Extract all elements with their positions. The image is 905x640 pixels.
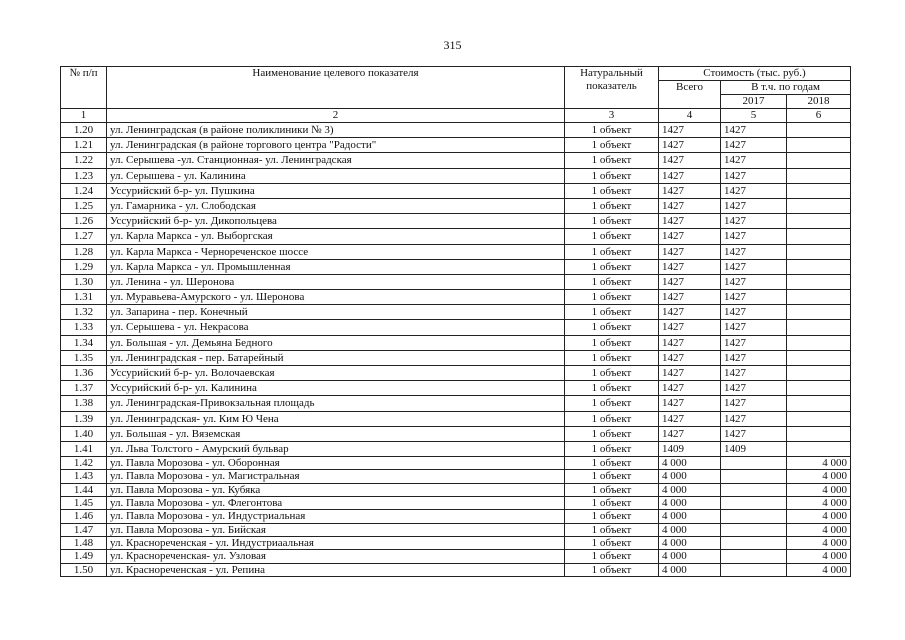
- row-total: 1427: [659, 320, 721, 335]
- row-natural: 1 объект: [565, 168, 659, 183]
- row-natural: 1 объект: [565, 523, 659, 536]
- row-number: 1.31: [61, 290, 107, 305]
- row-number: 1.30: [61, 274, 107, 289]
- row-number: 1.26: [61, 214, 107, 229]
- row-natural: 1 объект: [565, 123, 659, 138]
- table-header: [61, 67, 851, 123]
- row-2018: 4 000: [787, 497, 851, 510]
- row-2018: 4 000: [787, 536, 851, 549]
- row-natural: 1 объект: [565, 350, 659, 365]
- row-total: 1427: [659, 366, 721, 381]
- table-body-2017: [61, 123, 851, 457]
- column-number: 6: [787, 109, 851, 123]
- row-name: ул. Павла Морозова - ул. Магистральная: [107, 470, 565, 483]
- row-name: ул. Льва Толстого - Амурский бульвар: [107, 441, 565, 456]
- row-2017: 1427: [721, 138, 787, 153]
- table-row: [61, 497, 851, 510]
- row-2017: [721, 563, 787, 576]
- table-row: [61, 335, 851, 350]
- indicators-table: [60, 66, 851, 577]
- row-name: Уссурийский б-р- ул. Пушкина: [107, 183, 565, 198]
- row-number: 1.42: [61, 457, 107, 470]
- row-name: Уссурийский б-р- ул. Дикопольцева: [107, 214, 565, 229]
- row-2017: 1427: [721, 198, 787, 213]
- row-2017: 1427: [721, 381, 787, 396]
- row-natural: 1 объект: [565, 441, 659, 456]
- row-2017: 1427: [721, 305, 787, 320]
- header-name: Наименование целевого показателя: [107, 67, 565, 109]
- table-row: [61, 168, 851, 183]
- row-2017: 1427: [721, 290, 787, 305]
- row-natural: 1 объект: [565, 214, 659, 229]
- row-number: 1.23: [61, 168, 107, 183]
- row-natural: 1 объект: [565, 426, 659, 441]
- row-natural: 1 объект: [565, 183, 659, 198]
- row-number: 1.29: [61, 259, 107, 274]
- row-number: 1.22: [61, 153, 107, 168]
- row-total: 4 000: [659, 497, 721, 510]
- row-name: ул. Ленинградская - пер. Батарейный: [107, 350, 565, 365]
- row-number: 1.32: [61, 305, 107, 320]
- column-numbers-row: [61, 109, 851, 123]
- row-name: ул. Павла Морозова - ул. Оборонная: [107, 457, 565, 470]
- row-number: 1.28: [61, 244, 107, 259]
- row-number: 1.46: [61, 510, 107, 523]
- row-name: ул. Серышева - ул. Некрасова: [107, 320, 565, 335]
- row-total: 1427: [659, 335, 721, 350]
- row-name: ул. Карла Маркса - Чернореченское шоссе: [107, 244, 565, 259]
- column-number: 2: [107, 109, 565, 123]
- row-name: ул. Запарина - пер. Конечный: [107, 305, 565, 320]
- table-row: [61, 274, 851, 289]
- row-number: 1.37: [61, 381, 107, 396]
- row-number: 1.21: [61, 138, 107, 153]
- row-name: ул. Серышева -ул. Станционная- ул. Ленинградская: [107, 153, 565, 168]
- row-2017: 1427: [721, 183, 787, 198]
- row-total: 1409: [659, 441, 721, 456]
- row-2017: [721, 510, 787, 523]
- row-2017: 1427: [721, 366, 787, 381]
- row-name: ул. Павла Морозова - ул. Кубяка: [107, 483, 565, 496]
- row-name: ул. Ленина - ул. Шеронова: [107, 274, 565, 289]
- table-row: [61, 483, 851, 496]
- header-total: Всего: [659, 81, 721, 109]
- header-by-years: В т.ч. по годам: [721, 81, 851, 95]
- row-2017: 1427: [721, 214, 787, 229]
- table-row: [61, 198, 851, 213]
- row-number: 1.41: [61, 441, 107, 456]
- row-2017: [721, 523, 787, 536]
- row-2017: 1427: [721, 426, 787, 441]
- table-row: [61, 366, 851, 381]
- row-2018: [787, 244, 851, 259]
- row-natural: 1 объект: [565, 550, 659, 563]
- row-2017: 1427: [721, 168, 787, 183]
- row-2018: [787, 305, 851, 320]
- row-number: 1.48: [61, 536, 107, 549]
- row-2018: [787, 183, 851, 198]
- table-row: [61, 411, 851, 426]
- row-2018: [787, 396, 851, 411]
- row-2018: [787, 290, 851, 305]
- row-2017: 1427: [721, 274, 787, 289]
- column-number: 3: [565, 109, 659, 123]
- row-total: 1427: [659, 381, 721, 396]
- header-year-2017: 2017: [721, 95, 787, 109]
- row-total: 1427: [659, 214, 721, 229]
- row-2017: 1409: [721, 441, 787, 456]
- row-number: 1.45: [61, 497, 107, 510]
- row-name: ул. Краснореченская - ул. Индустриаальная: [107, 536, 565, 549]
- row-total: 1427: [659, 305, 721, 320]
- row-total: 1427: [659, 350, 721, 365]
- row-total: 1427: [659, 198, 721, 213]
- table-row: [61, 259, 851, 274]
- row-2017: 1427: [721, 350, 787, 365]
- row-natural: 1 объект: [565, 305, 659, 320]
- row-number: 1.36: [61, 366, 107, 381]
- row-total: 1427: [659, 396, 721, 411]
- row-name: ул. Муравьева-Амурского - ул. Шеронова: [107, 290, 565, 305]
- row-2018: [787, 426, 851, 441]
- row-natural: 1 объект: [565, 335, 659, 350]
- table-row: [61, 123, 851, 138]
- table-row: [61, 536, 851, 549]
- row-name: ул. Павла Морозова - ул. Бийская: [107, 523, 565, 536]
- row-number: 1.25: [61, 198, 107, 213]
- row-natural: 1 объект: [565, 320, 659, 335]
- header-num: № п/п: [61, 67, 107, 109]
- table-row: [61, 214, 851, 229]
- table-row: [61, 153, 851, 168]
- row-name: ул. Большая - ул. Демьяна Бедного: [107, 335, 565, 350]
- row-name: ул. Краснореченская- ул. Узловая: [107, 550, 565, 563]
- row-total: 4 000: [659, 563, 721, 576]
- row-total: 1427: [659, 229, 721, 244]
- row-name: ул. Павла Морозова - ул. Флегонтова: [107, 497, 565, 510]
- row-natural: 1 объект: [565, 229, 659, 244]
- table-body-2018: [61, 457, 851, 577]
- row-2018: [787, 350, 851, 365]
- row-number: 1.47: [61, 523, 107, 536]
- row-number: 1.50: [61, 563, 107, 576]
- row-2017: 1427: [721, 320, 787, 335]
- row-number: 1.43: [61, 470, 107, 483]
- row-2017: [721, 470, 787, 483]
- row-2017: [721, 550, 787, 563]
- column-number: 5: [721, 109, 787, 123]
- row-number: 1.35: [61, 350, 107, 365]
- row-2017: [721, 457, 787, 470]
- row-natural: 1 объект: [565, 510, 659, 523]
- row-number: 1.33: [61, 320, 107, 335]
- row-2018: 4 000: [787, 523, 851, 536]
- row-name: ул. Павла Морозова - ул. Индустриальная: [107, 510, 565, 523]
- row-2018: 4 000: [787, 470, 851, 483]
- row-2018: 4 000: [787, 563, 851, 576]
- row-2017: [721, 536, 787, 549]
- row-total: 4 000: [659, 457, 721, 470]
- row-natural: 1 объект: [565, 274, 659, 289]
- table-row: [61, 426, 851, 441]
- table-row: [61, 396, 851, 411]
- table-row: [61, 320, 851, 335]
- row-natural: 1 объект: [565, 457, 659, 470]
- row-total: 1427: [659, 259, 721, 274]
- row-name: ул. Серышева - ул. Калинина: [107, 168, 565, 183]
- row-2017: 1427: [721, 396, 787, 411]
- row-2018: [787, 411, 851, 426]
- row-natural: 1 объект: [565, 470, 659, 483]
- row-name: ул. Ленинградская- ул. Ким Ю Чена: [107, 411, 565, 426]
- row-number: 1.20: [61, 123, 107, 138]
- row-name: ул. Ленинградская (в районе торгового центра "Радости": [107, 138, 565, 153]
- row-number: 1.44: [61, 483, 107, 496]
- row-2018: [787, 381, 851, 396]
- table-row: [61, 523, 851, 536]
- row-2017: 1427: [721, 411, 787, 426]
- row-natural: 1 объект: [565, 244, 659, 259]
- row-total: 1427: [659, 244, 721, 259]
- row-natural: 1 объект: [565, 366, 659, 381]
- row-natural: 1 объект: [565, 411, 659, 426]
- row-2018: [787, 214, 851, 229]
- table-row: [61, 563, 851, 576]
- row-number: 1.34: [61, 335, 107, 350]
- row-name: ул. Карла Маркса - ул. Промышленная: [107, 259, 565, 274]
- row-2017: 1427: [721, 335, 787, 350]
- column-number: 1: [61, 109, 107, 123]
- row-2017: 1427: [721, 153, 787, 168]
- row-natural: 1 объект: [565, 483, 659, 496]
- row-total: 1427: [659, 290, 721, 305]
- row-total: 4 000: [659, 523, 721, 536]
- page-number: 315: [443, 38, 462, 52]
- row-2018: [787, 229, 851, 244]
- row-2017: [721, 497, 787, 510]
- row-name: ул. Ленинградская (в районе поликлиники № 3): [107, 123, 565, 138]
- row-total: 1427: [659, 123, 721, 138]
- row-number: 1.24: [61, 183, 107, 198]
- row-total: 4 000: [659, 536, 721, 549]
- table-row: [61, 229, 851, 244]
- row-2018: [787, 259, 851, 274]
- row-total: 1427: [659, 168, 721, 183]
- row-total: 1427: [659, 138, 721, 153]
- row-natural: 1 объект: [565, 497, 659, 510]
- row-name: ул. Гамарника - ул. Слободская: [107, 198, 565, 213]
- header-cost: Стоимость (тыс. руб.): [659, 67, 851, 81]
- row-total: 4 000: [659, 470, 721, 483]
- row-2018: [787, 123, 851, 138]
- table-row: [61, 381, 851, 396]
- row-2017: 1427: [721, 123, 787, 138]
- row-total: 1427: [659, 153, 721, 168]
- row-2017: 1427: [721, 259, 787, 274]
- row-2017: 1427: [721, 244, 787, 259]
- row-2017: [721, 483, 787, 496]
- row-2017: 1427: [721, 229, 787, 244]
- header-year-2018: 2018: [787, 95, 851, 109]
- row-natural: 1 объект: [565, 153, 659, 168]
- row-number: 1.39: [61, 411, 107, 426]
- row-total: 1427: [659, 274, 721, 289]
- row-2018: [787, 138, 851, 153]
- table-row: [61, 350, 851, 365]
- table-row: [61, 510, 851, 523]
- row-2018: 4 000: [787, 457, 851, 470]
- row-total: 1427: [659, 183, 721, 198]
- table-row: [61, 457, 851, 470]
- row-2018: [787, 153, 851, 168]
- row-number: 1.40: [61, 426, 107, 441]
- row-2018: [787, 441, 851, 456]
- row-2018: [787, 274, 851, 289]
- row-total: 4 000: [659, 550, 721, 563]
- row-2018: 4 000: [787, 550, 851, 563]
- row-number: 1.38: [61, 396, 107, 411]
- table-row: [61, 183, 851, 198]
- row-total: 1427: [659, 426, 721, 441]
- column-number: 4: [659, 109, 721, 123]
- table-row: [61, 305, 851, 320]
- row-natural: 1 объект: [565, 138, 659, 153]
- row-2018: [787, 320, 851, 335]
- table-row: [61, 244, 851, 259]
- row-natural: 1 объект: [565, 396, 659, 411]
- row-total: 4 000: [659, 510, 721, 523]
- row-natural: 1 объект: [565, 563, 659, 576]
- row-total: 4 000: [659, 483, 721, 496]
- row-2018: [787, 366, 851, 381]
- row-2018: [787, 198, 851, 213]
- row-natural: 1 объект: [565, 198, 659, 213]
- row-number: 1.49: [61, 550, 107, 563]
- row-name: ул. Краснореченская - ул. Репина: [107, 563, 565, 576]
- row-name: ул. Карла Маркса - ул. Выборгская: [107, 229, 565, 244]
- row-natural: 1 объект: [565, 290, 659, 305]
- row-name: ул. Большая - ул. Вяземская: [107, 426, 565, 441]
- row-name: Уссурийский б-р- ул. Калинина: [107, 381, 565, 396]
- row-natural: 1 объект: [565, 381, 659, 396]
- row-total: 1427: [659, 411, 721, 426]
- table-row: [61, 441, 851, 456]
- row-name: Уссурийский б-р- ул. Волочаевская: [107, 366, 565, 381]
- row-natural: 1 объект: [565, 259, 659, 274]
- row-name: ул. Ленинградская-Привокзальная площадь: [107, 396, 565, 411]
- row-2018: [787, 335, 851, 350]
- table-row: [61, 290, 851, 305]
- row-natural: 1 объект: [565, 536, 659, 549]
- table-row: [61, 470, 851, 483]
- row-number: 1.27: [61, 229, 107, 244]
- table-row: [61, 550, 851, 563]
- header-natural: Натуральный показатель: [565, 67, 659, 109]
- row-2018: [787, 168, 851, 183]
- row-2018: 4 000: [787, 510, 851, 523]
- table-row: [61, 138, 851, 153]
- row-2018: 4 000: [787, 483, 851, 496]
